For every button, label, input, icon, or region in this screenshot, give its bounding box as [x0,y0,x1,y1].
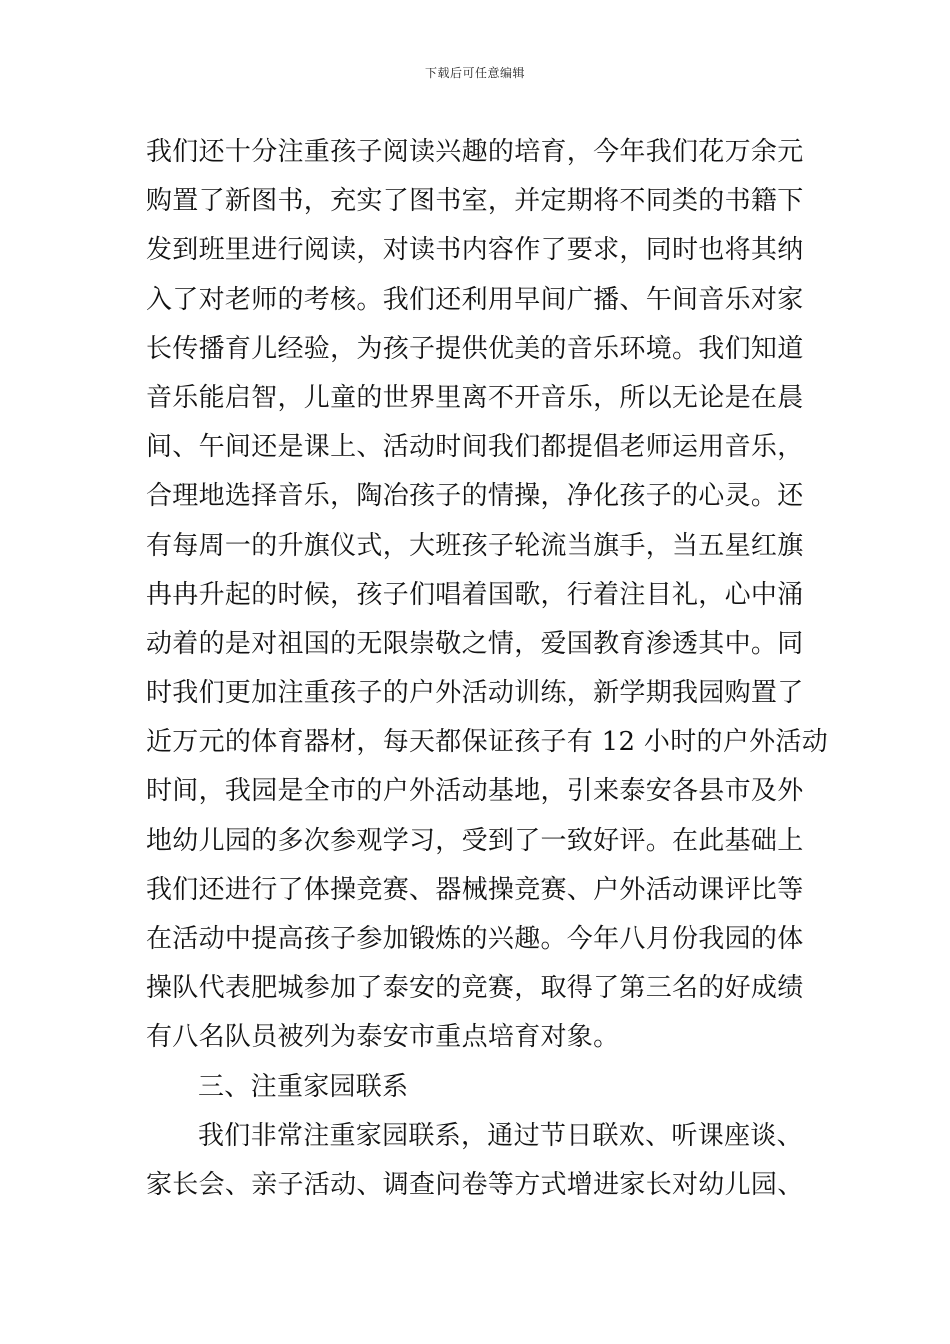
paragraph-line: 发到班里进行阅读，对读书内容作了要求，同时也将其纳 [146,235,804,266]
paragraph-line: 音乐能启智，儿童的世界里离不开音乐，所以无论是在晨 [146,382,804,413]
paragraph-line: 冉冉升起的时候，孩子们唱着国歌，行着注目礼，心中涌 [146,579,804,610]
paragraph-line: 有每周一的升旗仪式，大班孩子轮流当旗手，当五星红旗 [146,530,804,561]
paragraph-line: 地幼儿园的多次参观学习，受到了一致好评。在此基础上 [146,825,804,856]
paragraph-line: 购置了新图书，充实了图书室，并定期将不同类的书籍下 [146,186,804,217]
section-heading: 三、注重家园联系 [198,1071,409,1102]
paragraph-line: 我们非常注重家园联系，通过节日联欢、听课座谈、 [198,1120,803,1151]
paragraph-line: 合理地选择音乐，陶冶孩子的情操，净化孩子的心灵。还 [146,481,804,512]
paragraph-line: 入了对老师的考核。我们还利用早间广播、午间音乐对家 [146,284,804,315]
paragraph-line: 操队代表肥城参加了泰安的竞赛，取得了第三名的好成绩 [146,973,804,1004]
paragraph-line: 家长会、亲子活动、调查问卷等方式增进家长对幼儿园、 [146,1169,804,1200]
page-header: 下载后可任意编辑 [424,66,525,80]
paragraph-line: 间、午间还是课上、活动时间我们都提倡老师运用音乐， [146,432,804,463]
paragraph-line: 有八名队员被列为泰安市重点培育对象。 [146,1022,620,1053]
paragraph-line: 我们还十分注重孩子阅读兴趣的培育，今年我们花万余元 [146,137,804,167]
document-body [146,128,829,1210]
paragraph-line: 时我们更加注重孩子的户外活动训练，新学期我园购置了 [146,678,804,709]
paragraph-line: 近万元的体育器材，每天都保证孩子有 12 小时的户外活动 [146,727,829,758]
paragraph-line: 在活动中提高孩子参加锻炼的兴趣。今年八月份我园的体 [146,924,804,954]
paragraph-line: 长传播育儿经验，为孩子提供优美的音乐环境。我们知道 [146,333,804,364]
paragraph-line: 时间，我园是全市的户外活动基地，引来泰安各县市及外 [146,776,804,807]
paragraph-line: 动着的是对祖国的无限崇敬之情，爱国教育渗透其中。同 [146,628,804,659]
paragraph-line: 我们还进行了体操竞赛、器械操竞赛、户外活动课评比等 [146,874,804,905]
